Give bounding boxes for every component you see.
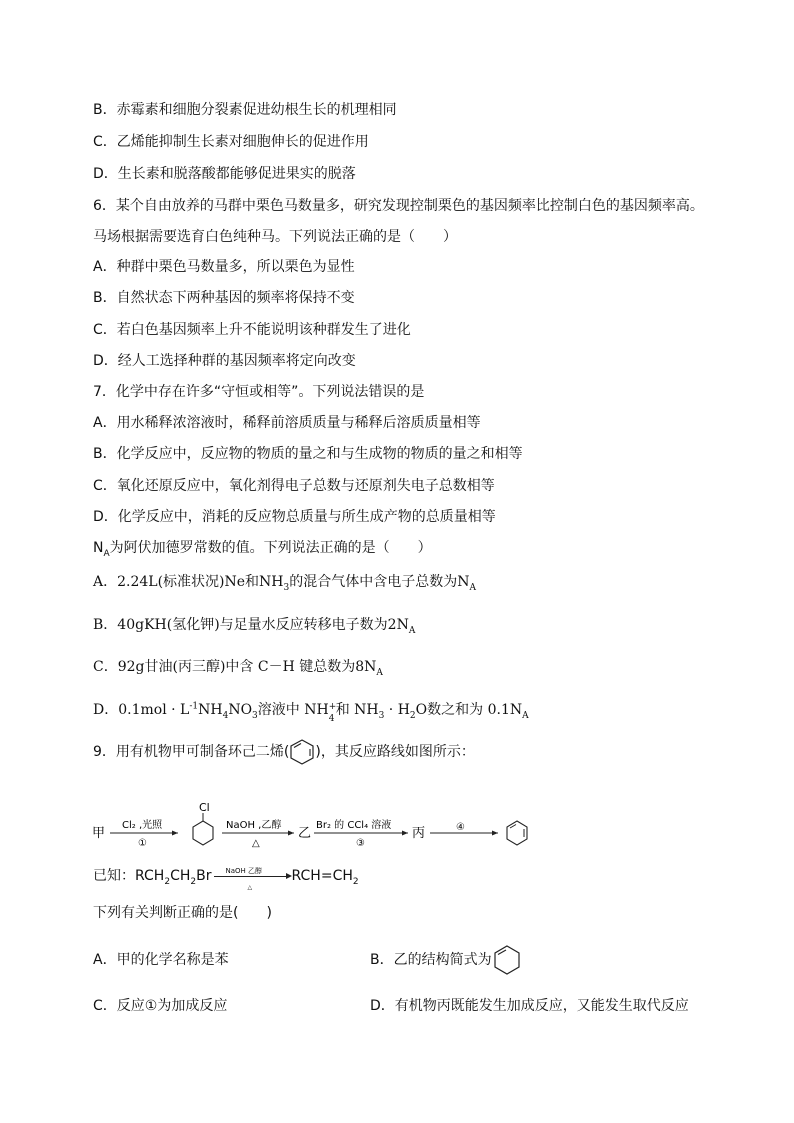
arrow-1-head	[172, 831, 178, 836]
q9-stem	[93, 738, 475, 766]
scheme-r3-number: ③	[356, 838, 365, 849]
q8-d-ion-sub: 4	[328, 714, 335, 724]
q9-option-c: C．反应①为加成反应	[93, 998, 228, 1014]
q6-option-c: C．若白色基因频率上升不能说明该种群发生了进化	[93, 322, 411, 338]
q5-option-b: B．赤霉素和细胞分裂素促进幼根生长的机理相同	[93, 102, 397, 118]
q8-d-text2: 溶液中 NH	[257, 702, 329, 718]
scheme-r3-reagent: Br₂ 的 CCl₄ 溶液	[316, 820, 392, 831]
scheme-r2-condition: △	[252, 838, 260, 849]
chloro-substituent-label: Cl	[199, 801, 210, 814]
cyclohexene-structure-icon	[493, 944, 521, 976]
q7-option-d: D．化学反应中，消耗的反应物总质量与所生成产物的总质量相等	[93, 509, 496, 525]
known-arrow-line	[214, 876, 288, 877]
q8-d-text3: 和 NH	[335, 702, 379, 718]
q7-option-b: B．化学反应中，反应物的物质的量之和与生成物的物质的量之和相等	[93, 446, 523, 462]
q6-option-a: A．种群中栗色马数量多，所以栗色为显性	[93, 259, 355, 275]
q8-a-text1: A．2.24L(标准状况)Ne和NH	[93, 574, 284, 590]
q8-d-nh: NH	[198, 702, 223, 718]
q9-option-d: D．有机物丙既能发生加成反应，又能发生取代反应	[370, 998, 689, 1014]
scheme-start-label: 甲	[92, 826, 106, 841]
scheme-r2-reagent: NaOH ,乙醇	[226, 820, 282, 831]
known-text2: CH	[170, 868, 191, 884]
q8-d-no: NO	[228, 702, 253, 718]
scheme-r1-reagent: Cl₂ ,光照	[122, 820, 163, 831]
arrow-4-head	[492, 831, 498, 836]
known-text3: Br	[196, 868, 212, 884]
q9-option-b-text: B．乙的结构简式为	[370, 952, 492, 968]
q8-d-sup: -1	[189, 701, 199, 712]
known-sub3: 2	[352, 876, 359, 887]
known-arrow-head	[286, 873, 292, 879]
q8-d-ion-charge	[328, 702, 337, 724]
scheme-r1-number: ①	[138, 838, 147, 849]
q8-d-subA: A	[522, 710, 529, 721]
known-arrow-reagent: NaOH 乙醇	[225, 867, 263, 875]
known-arrow	[212, 866, 292, 891]
q6-stem-line1: 6．某个自由放养的马群中栗色马数量多，研究发现控制栗色的基因频率比控制白色的基因频率高。	[93, 198, 704, 214]
q8-d-text1: D．0.1mol · L	[93, 702, 190, 718]
arrow-2-head	[288, 831, 294, 836]
known-text4: RCH=CH	[291, 868, 353, 884]
q8-d-text5: O数之和为 0.1N	[415, 702, 523, 718]
q9-options-row2	[93, 996, 713, 1016]
q9-stem-text2: )，其反应路线如图所示：	[315, 744, 475, 760]
known-sub1: 2	[164, 876, 171, 887]
reaction-scheme	[90, 800, 560, 860]
q8-na-symbol: N	[93, 540, 104, 556]
q9-option-b	[370, 950, 492, 970]
q9-option-a: A．甲的化学名称是苯	[93, 952, 229, 968]
q8-stem	[93, 538, 432, 558]
q9-known-reaction	[93, 866, 359, 891]
q9-question: 下列有关判断正确的是( )	[93, 905, 272, 921]
known-arrow-condition: △	[247, 884, 253, 891]
known-sub2: 2	[190, 876, 197, 887]
q8-d-sub3: 3	[252, 710, 258, 721]
q8-na-subscript: A	[103, 548, 110, 559]
q7-option-a: A．用水稀释浓溶液时，稀释前溶质质量与稀释后溶质质量相等	[93, 415, 481, 431]
q7-stem: 7．化学中存在许多“守恒或相等”。下列说法错误的是	[93, 384, 425, 400]
q8-option-b	[93, 615, 415, 635]
q6-option-d: D．经人工选择种群的基因频率将定向改变	[93, 353, 356, 369]
q8-a-subA: A	[469, 582, 476, 593]
q8-stem-text: 为阿伏加德罗常数的值。下列说法正确的是（ ）	[109, 540, 432, 556]
chlorocyclohexane-ring	[193, 821, 213, 845]
q5-option-d: D．生长素和脱落酸都能够促进果实的脱落	[93, 166, 356, 182]
q8-a-sub3: 3	[283, 582, 290, 593]
q7-option-c: C．氧化还原反应中，氧化剂得电子总数与还原剂失电子总数相等	[93, 478, 495, 494]
q6-stem-line2: 马场根据需要选育白色纯种马。下列说法正确的是（ ）	[93, 229, 457, 245]
q8-option-d	[93, 700, 529, 724]
q8-d-text4: · H	[384, 702, 410, 718]
scheme-intermediate-1: 乙	[298, 826, 312, 841]
scheme-intermediate-2: 丙	[412, 826, 426, 841]
q8-option-c	[93, 657, 383, 677]
q6-option-b: B．自然状态下两种基因的频率将保持不变	[93, 290, 355, 306]
q8-d-sub2: 2	[409, 710, 416, 721]
q9-stem-text1: 9．用有机物甲可制备环己二烯(	[93, 744, 290, 760]
q8-b-subA: A	[408, 625, 416, 636]
q8-c-subA: A	[376, 667, 383, 678]
q8-c-text: C．92g甘油(丙三醇)中含 C－H 键总数为8N	[93, 659, 377, 675]
q8-option-a	[93, 572, 476, 592]
scheme-r4-number: ④	[456, 822, 465, 833]
q8-d-sub4: 4	[222, 710, 229, 721]
q8-a-text2: 的混合气体中含电子总数为N	[289, 574, 470, 590]
cyclohexadiene-structure-icon	[289, 738, 315, 766]
q5-option-c: C．乙烯能抑制生长素对细胞伸长的促进作用	[93, 134, 369, 150]
q8-b-text: B．40gKH(氢化钾)与足量水反应转移电子数为2N	[93, 617, 409, 633]
q8-d-ion-sup: +	[328, 702, 337, 712]
arrow-3-head	[402, 831, 408, 836]
q9-options-row1	[93, 944, 713, 976]
known-text1: 已知：RCH	[93, 868, 165, 884]
q8-d-sub3b: 3	[378, 710, 385, 721]
